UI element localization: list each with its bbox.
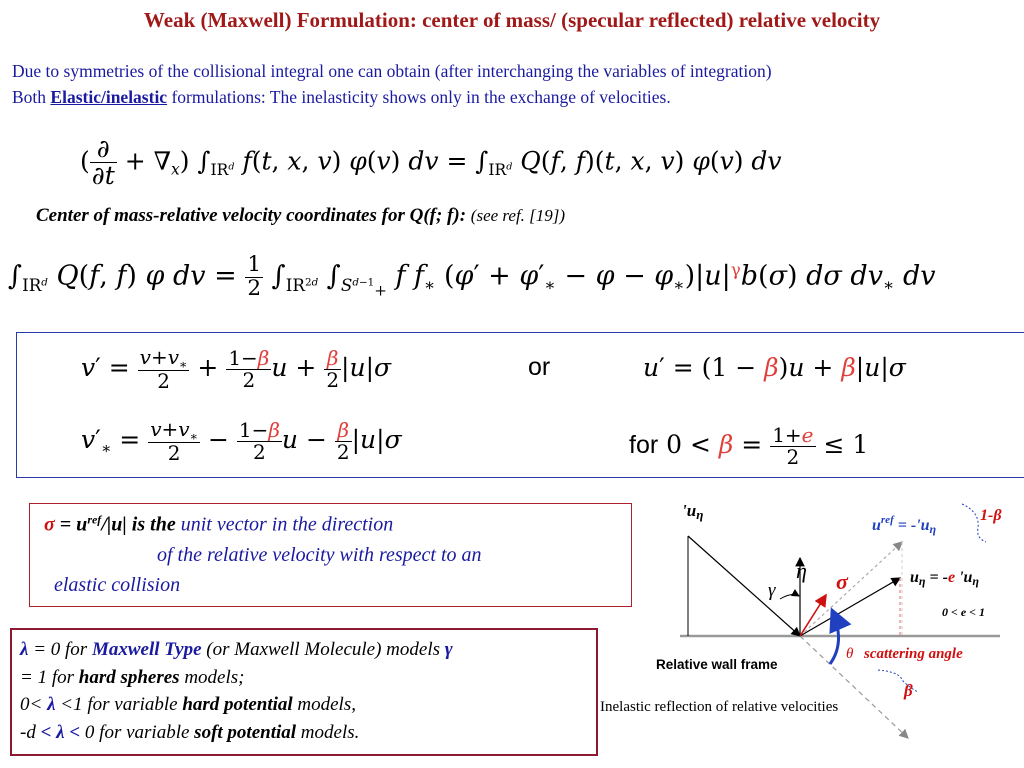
u-prime-equation: u′ = (1 − β)u + β|u|σ [643,353,906,382]
lambda-symbol: λ [47,694,56,715]
hard-spheres: hard spheres [78,666,180,688]
sigma-label: σ [836,569,848,594]
eta-label: η [796,558,807,583]
u-ref-label [872,514,937,536]
intro-line-1: Due to symmetries of the collisional integral one can obtain (after interchanging the variables of integration) [12,61,772,81]
relative-wall-frame-label: Relative wall frame [656,657,778,672]
e-range-label: 0 < e < 1 [942,605,986,619]
lambda-text: (or Maxwell Molecule) models [201,639,445,660]
weak-formulation-equation: ( $\frac{\partial}{\partial t}$ + $\nabla_x$) $\int_{IR^d}$ f(t, x, v) φ(v) dv = $\int_{IR^d}$ Q(f, f)(t, x, v) φ(v) dv [80,134,782,191]
eta-sub: η [929,522,937,536]
intro-suffix: formulations: The inelasticity shows only in the exchange of velocities. [167,87,671,107]
lambda-range: < λ < [40,721,81,743]
sigma-desc-2: of the relative velocity with respect to an [157,544,482,566]
sigma-symbol: σ [44,513,55,536]
scattering-angle-label: scattering angle [864,646,963,662]
heading-text: Center of mass-relative velocity coordinates for Q(f; f): [36,205,467,226]
sigma-definition-box [29,503,632,607]
lambda-line-2 [20,664,588,692]
u-eta-label [910,569,979,588]
lambda-text: <1 for variable [55,694,183,715]
slide-title: Weak (Maxwell) Formulation: center of mass/ (specular reflected) relative velocity [143,8,881,32]
lambda-text: -d [20,721,41,743]
abs-u-text: /|u| is the [101,513,181,536]
lambda-models-box [10,628,598,756]
lambda-line-1 [20,636,588,664]
lambda-symbol: λ [20,639,29,660]
sigma-desc-3: elastic collision [54,574,181,596]
reflection-diagram [600,492,1024,768]
eta-sub: η [696,507,704,522]
one-minus-beta-label: 1-β [980,507,1002,524]
maxwell-type: Maxwell Type [91,639,202,660]
gamma-arc [780,595,799,599]
lambda-text: = 0 for [28,639,92,660]
eta-sub: η [918,574,926,588]
ref-sup: ref [880,514,894,526]
lambda-line-3 [20,691,588,719]
gamma-label: γ [768,580,776,601]
soft-potential: soft potential [194,721,297,743]
incoming-velocity-arrow [688,536,800,636]
u-eta-eq: = - [925,569,948,586]
gamma-symbol: γ [444,639,453,660]
intro-highlight: Elastic/inelastic [50,87,168,107]
sigma-eq: = u [54,513,88,536]
v-star-prime-equation: $v'_∗$ = $\frac{v+v_∗}{2}$ − $\frac{1-\beta}{2}$ u − $\frac{\beta}{2}$ |u|σ [81,417,402,466]
u-eta-prime-label [682,501,703,522]
beta-condition: for 0 < β = $\frac{1+e}{2}$ ≤ 1 [629,423,869,469]
intro-prefix: Both [12,87,51,107]
lambda-text: 0 for variable [80,721,195,743]
hard-potential: hard potential [182,694,293,715]
ref-superscript: ref [87,512,102,526]
collision-integral-equation: $\int_{IR^d}$ Q(f, f) φ dv = $\frac{1}{2}$ $\int_{IR^{2d}}$ $\int_{S^{d-1}_+}$ f $f_∗$ $(\varphi' + \varphi'_∗ - \varphi - \varphi_∗)|u|^\gamma b(\sigma)$ dσ $dv_∗$ dv [8,252,936,301]
lambda-line-4 [20,719,588,747]
u-ref-text: u [872,517,881,534]
inelastic-reflection-arrow [800,578,900,636]
eta-sub: η [972,574,979,588]
or-label: or [528,353,551,381]
lambda-text: models; [179,666,245,688]
lambda-text: models. [296,721,360,743]
specular-reflection-arrow [800,542,902,636]
intro-line-2 [12,87,671,108]
u-ref-eq: = -'u [893,517,930,534]
lambda-text: models, [292,694,356,715]
lambda-text: 0< [20,694,48,715]
theta-label: θ [846,646,854,662]
u-eta-tail: 'u [955,569,973,586]
sigma-desc-1: unit vector in the direction [180,513,394,536]
center-of-mass-heading [36,205,565,227]
inelastic-reflection-caption: Inelastic reflection of relative velocities [600,699,839,715]
v-prime-equation: v′ = $\frac{v+v_∗}{2}$ + $\frac{1-\beta}{2}$ u + $\frac{\beta}{2}$ |u|σ [81,345,392,394]
beta-label: β [904,681,913,700]
u-eta-text: u [910,569,919,586]
collision-rules-box [16,332,1024,478]
for-label: for [629,431,659,459]
heading-ref: (see ref. [19]) [470,206,566,225]
u-eta-prime-text: 'u [682,501,697,520]
e-symbol: e [947,569,956,586]
sigma-line-1 [44,512,393,537]
lambda-text: = 1 for [20,666,79,688]
